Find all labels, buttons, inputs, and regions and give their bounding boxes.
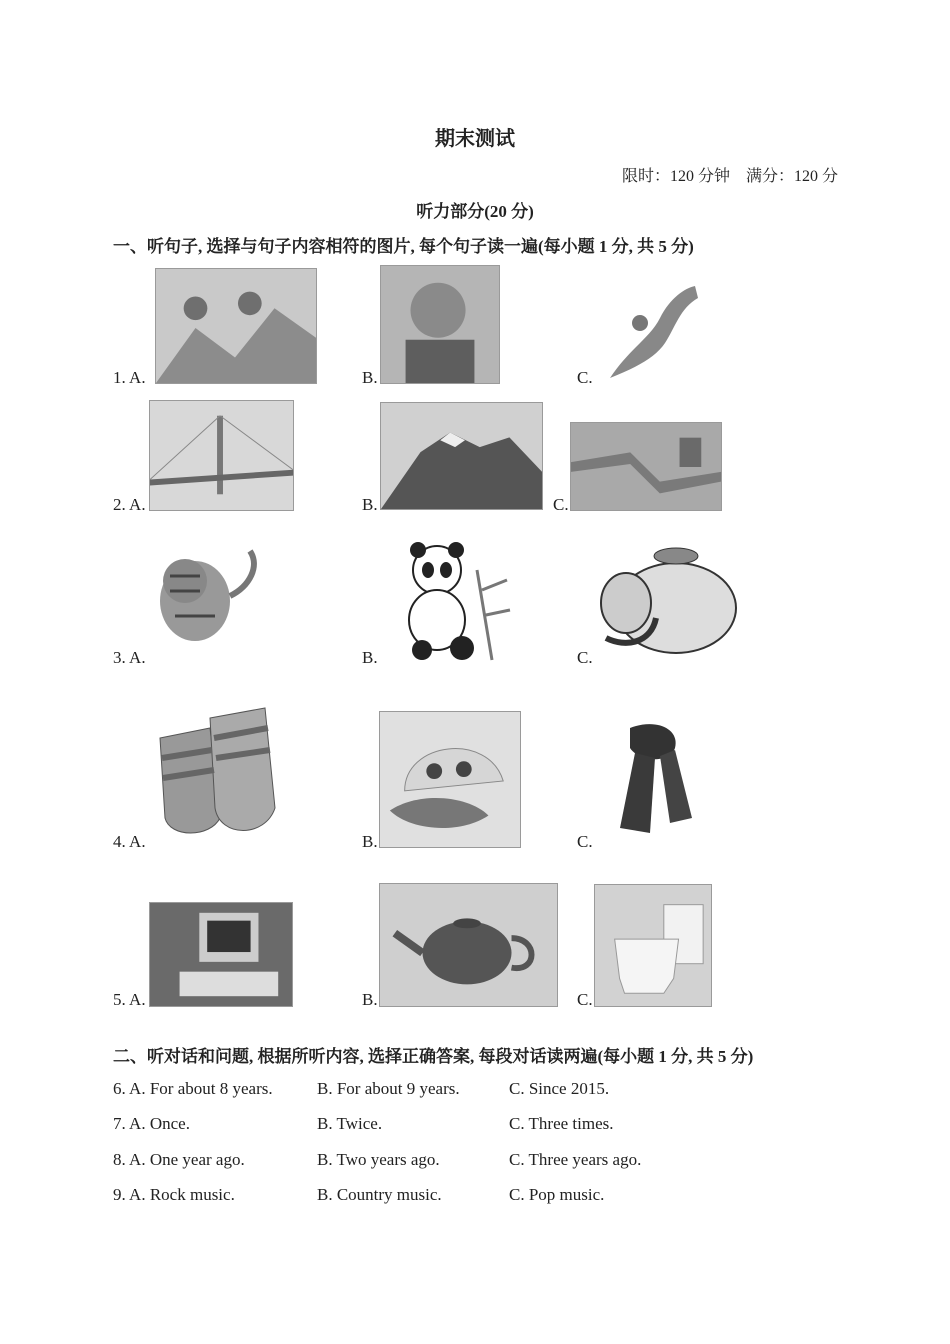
q2-a-label: 2. A. [113, 495, 146, 514]
q4-b-cap-picture [379, 711, 521, 848]
q5-b-label: B. [362, 990, 378, 1009]
q1-a-figures-picture [155, 268, 317, 384]
q9-option-b: B. Country music. [317, 1185, 442, 1204]
part1-instruction: 一、听句子, 选择与句子内容相符的图片, 每个句子读一遍(每小题 1 分, 共 5 分) [113, 237, 694, 256]
q5-b-teapot-picture [379, 883, 558, 1007]
q3-b-label: B. [362, 648, 378, 667]
q4-c-label: C. [577, 832, 593, 851]
q1-a-label: 1. A. [113, 368, 146, 387]
q5-c-toilet-picture [594, 884, 712, 1007]
q7-option-c: C. Three times. [509, 1114, 614, 1133]
q7-option-a: 7. A. Once. [113, 1114, 190, 1133]
q5-a-label: 5. A. [113, 990, 146, 1009]
q8-option-a: 8. A. One year ago. [113, 1150, 245, 1169]
q4-c-scarf-picture [600, 718, 700, 848]
q8-option-c: C. Three years ago. [509, 1150, 642, 1169]
q6-option-c: C. Since 2015. [509, 1079, 610, 1098]
part2-instruction: 二、听对话和问题, 根据所听内容, 选择正确答案, 每段对话读两遍(每小题 1 分, 共 5 分) [113, 1047, 754, 1066]
q3-a-label: 3. A. [113, 648, 146, 667]
q3-a-tiger-picture [150, 546, 262, 664]
q1-b-label: B. [362, 368, 378, 387]
q5-c-label: C. [577, 990, 593, 1009]
listening-section-title: 听力部分(20 分) [416, 202, 534, 221]
q3-b-panda-picture [382, 540, 512, 664]
q6-option-b: B. For about 9 years. [317, 1079, 460, 1098]
q9-option-c: C. Pop music. [509, 1185, 605, 1204]
q2-c-great-wall-picture [570, 422, 722, 511]
q9-option-a: 9. A. Rock music. [113, 1185, 235, 1204]
q2-a-bridge-picture [149, 400, 294, 511]
q4-a-gloves-picture [150, 698, 280, 848]
q2-b-mountain-picture [380, 402, 543, 510]
q4-a-label: 4. A. [113, 832, 146, 851]
q6-option-a: 6. A. For about 8 years. [113, 1079, 273, 1098]
q3-c-label: C. [577, 648, 593, 667]
q3-c-elephant-picture [596, 538, 744, 664]
q2-b-label: B. [362, 495, 378, 514]
q4-b-label: B. [362, 832, 378, 851]
q2-c-label: C. [553, 495, 569, 514]
page-title: 期末测试 [435, 128, 515, 150]
q8-option-b: B. Two years ago. [317, 1150, 440, 1169]
q7-option-b: B. Twice. [317, 1114, 383, 1133]
q1-c-label: C. [577, 368, 593, 387]
time-score-limit: 限时：120 分钟 满分：120 分 [621, 168, 838, 185]
q5-a-computer-picture [149, 902, 293, 1007]
q1-b-monkey-king-picture [380, 265, 500, 384]
q1-c-flying-figure-picture [600, 278, 705, 384]
